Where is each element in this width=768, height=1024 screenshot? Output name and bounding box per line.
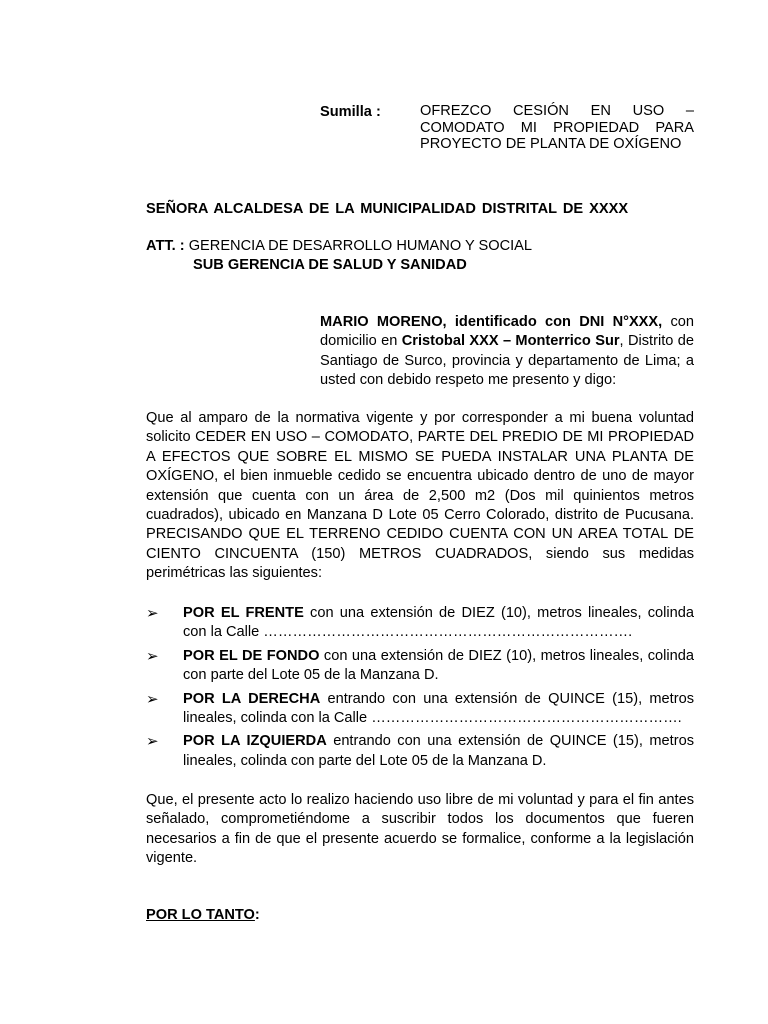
list-item [146, 732, 694, 771]
closing-colon: : [254, 907, 260, 923]
intro-text-2: , Distrito de Santiago de Surco, provincia y departamento de Lima; a usted con debido respeto me presento y digo: [320, 333, 694, 389]
arrow-bullet-icon: ➢ [146, 605, 159, 622]
boundary-text: con una extensión de DIEZ (10), metros lineales, colinda con la Calle …………………………………………………………………. [183, 605, 695, 641]
boundary-label: POR EL DE FONDO [183, 647, 320, 664]
sumilla-text: OFREZCO CESIÓN EN USO – COMODATO MI PROPIEDAD PARA PROYECTO DE PLANTA DE OXÍGENO [420, 103, 694, 152]
sumilla-label: Sumilla : [320, 104, 381, 120]
closing-heading [146, 906, 260, 925]
att-label: ATT. : [146, 238, 185, 254]
commitment-paragraph: Que, el presente acto lo realizo haciendo uso libre de mi voluntad y para el fin antes señalado, comprometiéndome a suscribir todos los documentos que fueren necesarios a fin de que el presente acuerdo se formalice, conforme a la legislación vigente. [146, 792, 694, 867]
intro-name: MARIO MORENO, identificado con DNI N°XXX, [320, 314, 663, 330]
intro-paragraph [320, 313, 694, 391]
list-item [146, 604, 694, 643]
arrow-bullet-icon: ➢ [146, 690, 159, 708]
boundary-label: POR LA DERECHA [183, 690, 321, 707]
list-item [146, 690, 694, 729]
boundary-text: con una extensión de DIEZ (10), metros lineales, colinda con parte del Lote 05 de la Manzana D. [183, 647, 694, 684]
arrow-bullet-icon: ➢ [146, 647, 159, 665]
request-paragraph: Que al amparo de la normativa vigente y por corresponder a mi buena voluntad solicito CEDER EN USO – COMODATO, PARTE DEL PREDIO DE MI PROPIEDAD A EFECTOS QUE SOBRE EL MISMO SE PUEDA INSTALAR UNA PLANTA DE OXÍGENO, el bien inmueble cedido se encuentra ubicado dentro de uno de mayor extensión que cuenta con un área de 2,500 m2 (Dos mil quinientos metros cuadrados), ubicado en Manzana D Lote 05 Cerro Colorado, distrito de Pucusana. PRECISANDO QUE EL TERRENO CEDIDO CUENTA CON UN AREA TOTAL DE CIENTO CINCUENTA (150) METROS CUADRADOS, siendo sus medidas perimétricas las siguientes: [146, 410, 694, 582]
boundary-label: POR EL FRENTE [183, 605, 304, 621]
arrow-bullet-icon: ➢ [146, 733, 159, 751]
boundary-text: entrando con una extensión de QUINCE (15), metros lineales, colinda con parte del Lote 05 de la Manzana D. [183, 733, 694, 769]
att-line [146, 237, 532, 256]
boundary-text: entrando con una extensión de QUINCE (15), metros lineales, colinda con la Calle ………………………………………………………. [183, 690, 694, 727]
boundary-label: POR LA IZQUIERDA [183, 733, 327, 750]
att-department: GERENCIA DE DESARROLLO HUMANO Y SOCIAL [188, 238, 533, 254]
intro-text-1: con domicilio en [320, 314, 694, 350]
intro-address: Cristobal XXX – Monterrico Sur [401, 333, 620, 350]
boundaries-list [146, 604, 694, 775]
closing-text: POR LO TANTO [146, 907, 255, 923]
list-item [146, 647, 694, 686]
att-subdepartment: SUB GERENCIA DE SALUD Y SANIDAD [193, 257, 467, 273]
addressee-heading: SEÑORA ALCALDESA DE LA MUNICIPALIDAD DISTRITAL DE XXXX [146, 201, 629, 217]
